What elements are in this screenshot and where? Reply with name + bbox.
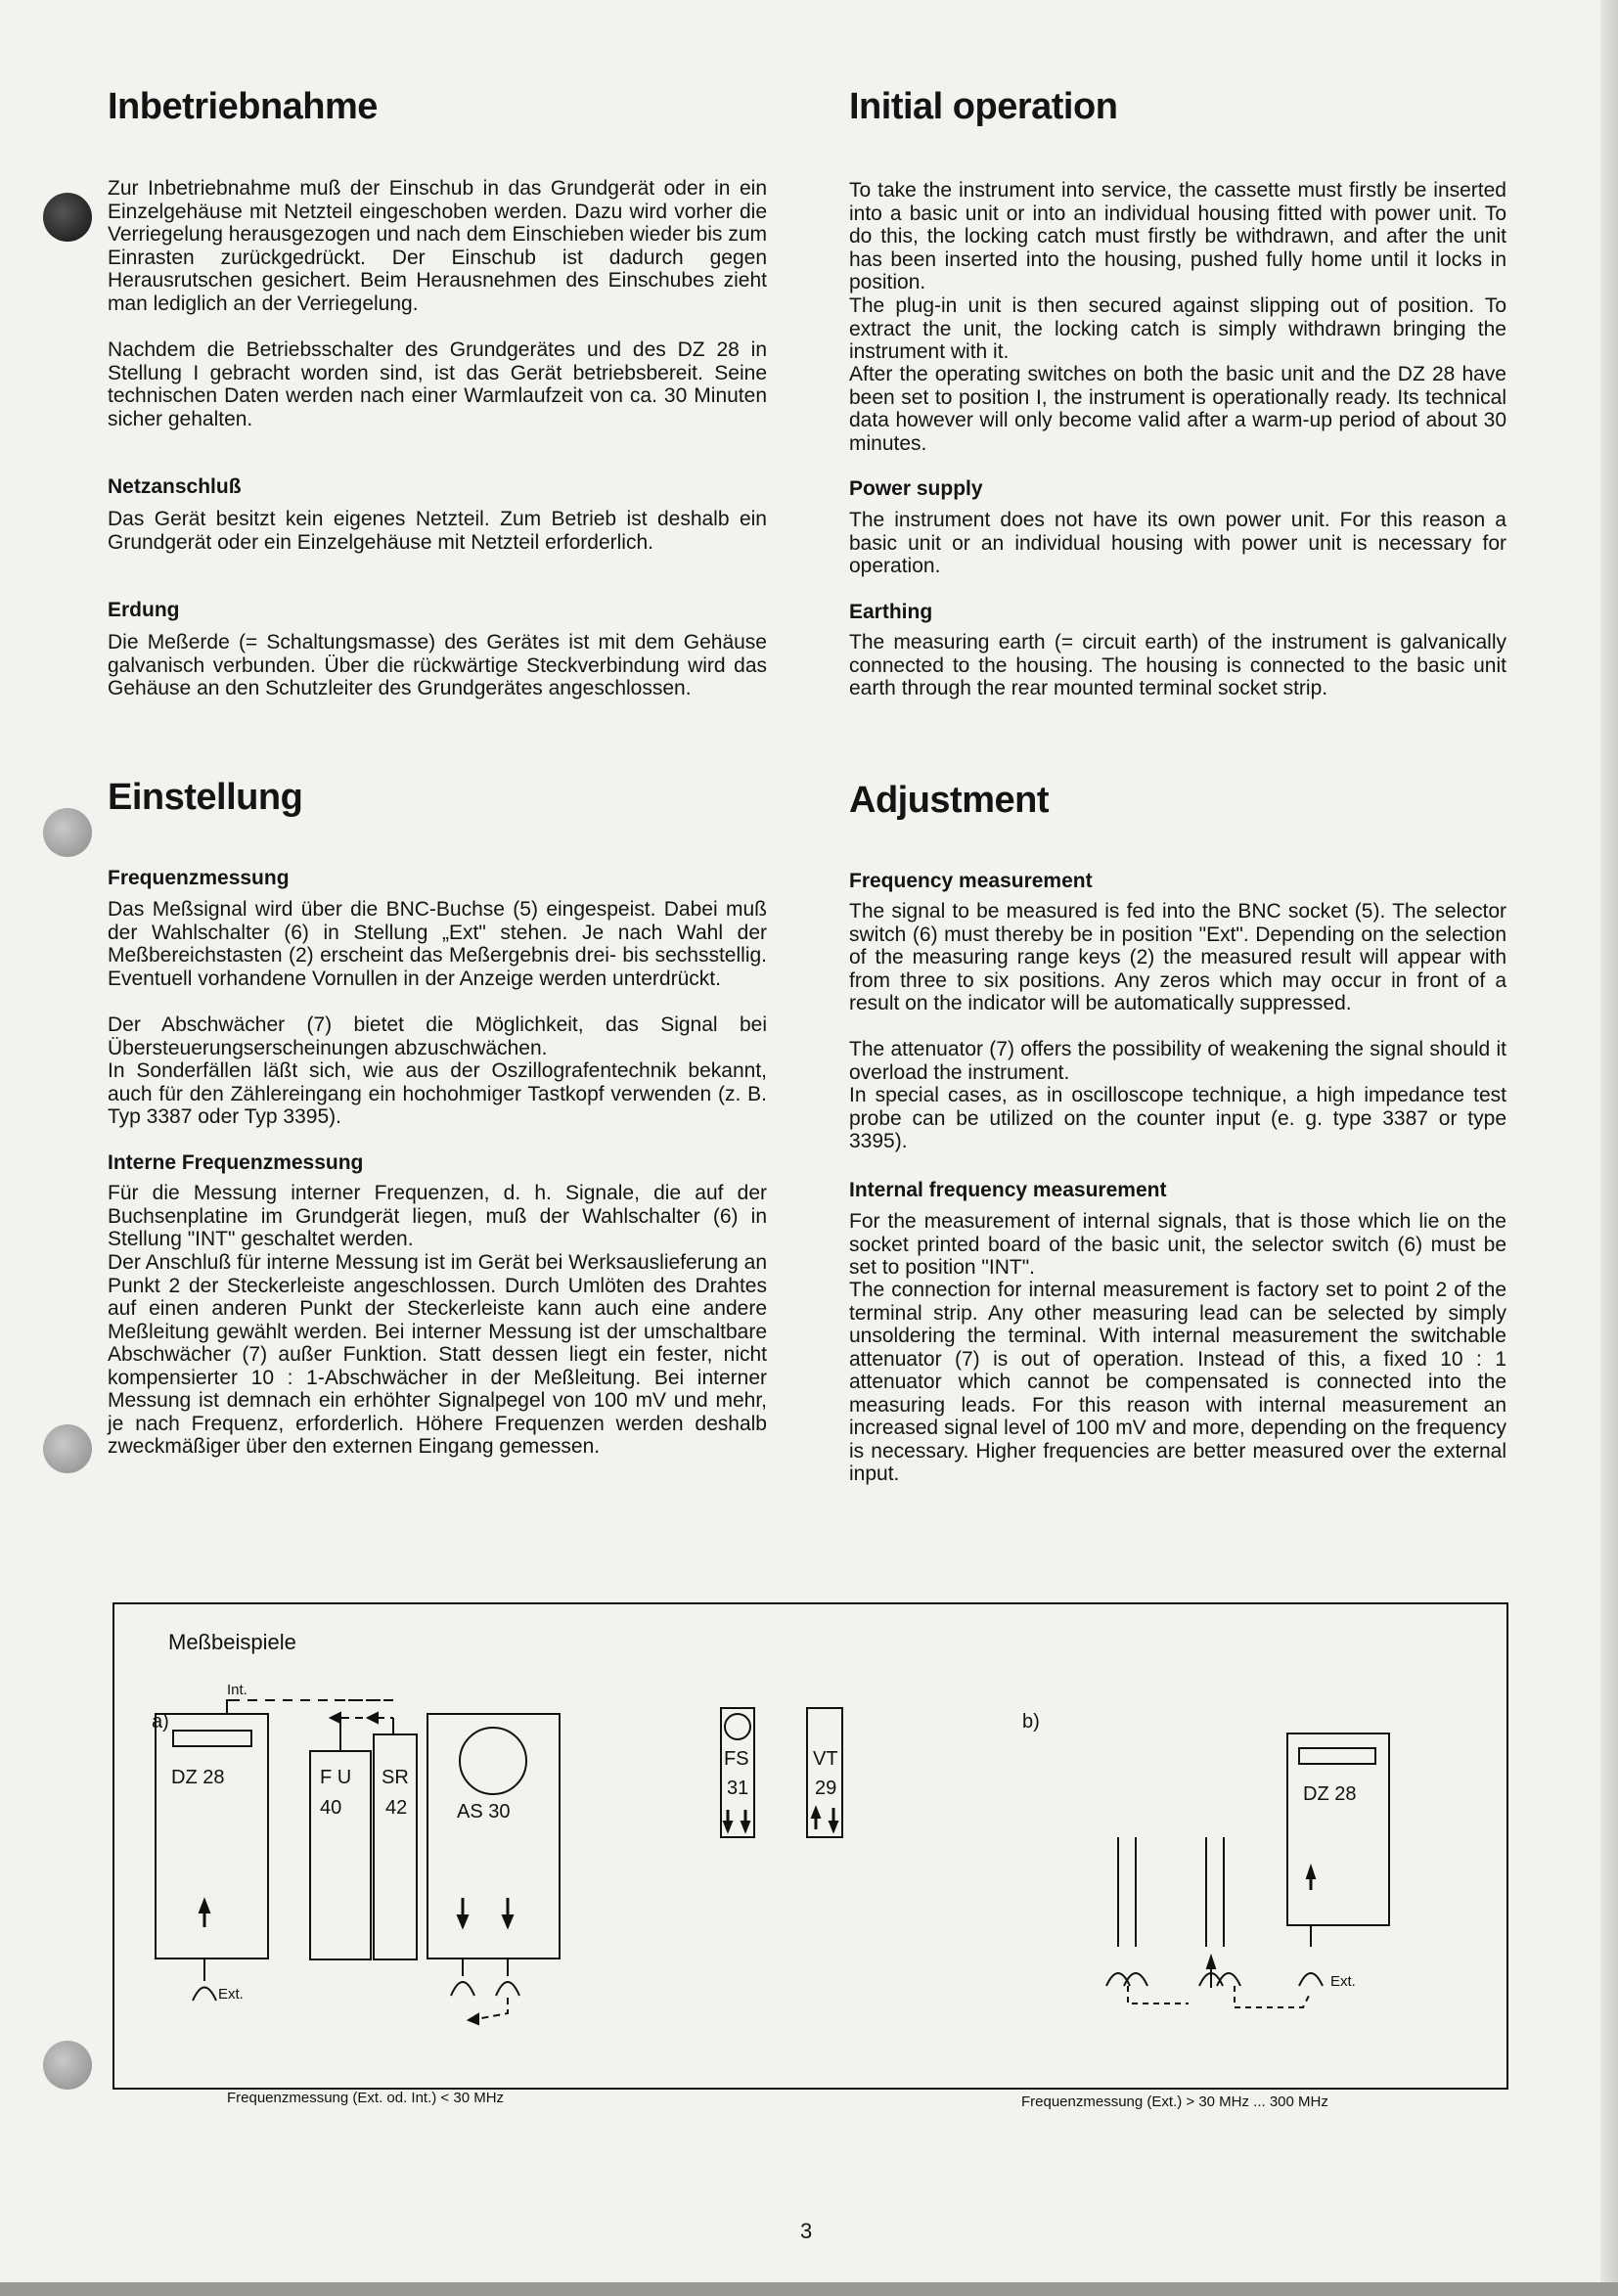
paragraph-int: Für die Messung interner Frequenzen, d. h. Signale, die auf der Buchsenplatine im Grundgerät liegen, muß der Wahlschalter (6) in Stellung "INT" geschaltet werden. xyxy=(108,1182,767,1250)
page-number: 3 xyxy=(800,2219,813,2243)
heading-earthing: Earthing xyxy=(849,601,933,623)
fs31-label-2: 31 xyxy=(727,1778,749,1799)
fu40-label-2: 40 xyxy=(320,1797,342,1819)
heading-frequency-measurement: Frequency measurement xyxy=(849,870,1093,892)
heading-interne-frequenzmessung: Interne Frequenzmessung xyxy=(108,1151,364,1174)
paragraph-int-2: Der Anschluß für interne Messung ist im Gerät bei Werksauslieferung an Punkt 2 der Steckerleiste angeschlossen. Durch Umlöten des Drahtes auf einen anderen Punkt der Steckerleiste kann auch eine andere Meßleitung gewählt werden. Bei interner Messung ist der umschaltbare Abschwächer (7) außer Funktion. Statt dessen liegt ein fester, nicht kompensierter 10 : 1-Abschwächer in der Meßleitung. Bei interner Messung ist demnach ein erhöhter Signalpegel von 100 mV und mehr, je nach Frequenz, erforderlich. Höhere Frequenzen werden deshalb zweckmäßiger über den externen Eingang gemessen. xyxy=(108,1251,767,1458)
vt29-label-2: 29 xyxy=(815,1778,837,1799)
paragraph-freq: Das Meßsignal wird über die BNC-Buchse (5) eingespeist. Dabei muß der Wahlschalter (6) in Stellung „Ext" stehen. Je nach Wahl der Meßbereichstasten (2) erscheint das Meßergebnis drei- bis sechsstellig. Eventuell vorhandene Vornullen in der Anzeige werden unterdrückt. xyxy=(108,898,767,990)
paragraph-startup-2: The plug-in unit is then secured against slipping out of position. To extract the unit, the locking catch is simply withdrawn bringing the instrument with it. xyxy=(849,294,1506,363)
sr42-label-2: 42 xyxy=(385,1797,408,1819)
heading-power-supply: Power supply xyxy=(849,477,983,500)
paragraph-earth: Die Meßerde (= Schaltungsmasse) des Gerätes ist mit dem Gehäuse galvanisch verbunden. Über die rückwärtige Steckverbindung wird das Gehäuse an den Schutzleiter des Grundgerätes angeschlossen. xyxy=(108,631,767,699)
dz28-b-label: DZ 28 xyxy=(1303,1783,1357,1805)
examples-title: Meßbeispiele xyxy=(168,1630,296,1654)
int-label: Int. xyxy=(227,1682,247,1698)
paragraph-startup: To take the instrument into service, the cassette must firstly be inserted into a basic unit or into an individual housing fitted with power unit. To do this, the locking catch must firstly be withdrawn, and after the unit has been inserted into the housing, pushed fully home until it locks in position. xyxy=(849,179,1506,293)
fu40-label-1: F U xyxy=(320,1767,352,1788)
up-arrow-icon xyxy=(1207,1957,1215,1968)
paragraph-freq: The signal to be measured is fed into the BNC socket (5). The selector switch (6) must thereby be in position "Ext". Depending on the selection of the measuring range keys (2) the measured result will appear with from three to six positions. Any zeros which may occur in front of a result on the indicator will be automatically suppressed. xyxy=(849,900,1506,1014)
ext-label-b: Ext. xyxy=(1330,1973,1356,1990)
paragraph-freq-2: Der Abschwächer (7) bietet die Möglichkeit, das Signal bei Übersteuerungserscheinungen abzuschwächen. xyxy=(108,1013,767,1059)
heading-internal-frequency-measurement: Internal frequency measurement xyxy=(849,1179,1167,1201)
bnc-probe-icon xyxy=(1217,1973,1240,1986)
as30-label: AS 30 xyxy=(457,1801,511,1823)
paragraph-int: For the measurement of internal signals, that is those which lie on the socket printed board of the basic unit, the selector switch (6) must be set to position "INT". xyxy=(849,1210,1506,1279)
bnc-probe-icon xyxy=(1299,1973,1323,1986)
heading-netzanschluss: Netzanschluß xyxy=(108,475,242,498)
ext-label-a: Ext. xyxy=(218,1986,244,2003)
label-b: b) xyxy=(1022,1711,1040,1733)
heading-einstellung: Einstellung xyxy=(108,777,303,818)
heading-frequenzmessung: Frequenzmessung xyxy=(108,867,290,889)
paragraph-startup: Zur Inbetriebnahme muß der Einschub in das Grundgerät oder in ein Einzelgehäuse mit Netzteil eingeschoben werden. Dazu wird vorher die Verriegelung herausgezogen und nach dem Einschieben wieder bis zum Einrasten zurückgedrückt. Der Einschub ist dadurch gegen Herausrutschen gesichert. Beim Herausnehmen des Einschubes zieht man lediglich an der Verriegelung. xyxy=(108,177,767,315)
caption-a: Frequenzmessung (Ext. od. Int.) < 30 MHz xyxy=(227,2090,505,2106)
caption-b: Frequenzmessung (Ext.) > 30 MHz ... 300 MHz xyxy=(1021,2093,1328,2110)
heading-adjustment: Adjustment xyxy=(849,780,1049,821)
paragraph-power: Das Gerät besitzt kein eigenes Netzteil. Zum Betrieb ist deshalb ein Grundgerät oder ein Einzelgehäuse mit Netzteil erforderlich. xyxy=(108,508,767,554)
paragraph-int-2: The connection for internal measurement is factory set to point 2 of the terminal strip. Any other measuring lead can be selected by simply unsoldering the terminal. With internal measurement the switchable attenuator (7) is out of operation. Instead of this, a fixed 10 : 1 attenuator which cannot be compensated is connected into the measuring leads. For this reason with internal measurement an increased signal level of 100 mV and more, depending on the frequency is necessary. Higher frequencies are better measured over the external input. xyxy=(849,1279,1506,1485)
device-dz28-b xyxy=(1287,1733,1389,1925)
heading-inbetriebnahme: Inbetriebnahme xyxy=(108,86,378,127)
paragraph-earth: The measuring earth (= circuit earth) of the instrument is galvanically connected to the housing. The housing is connected to the basic unit earth through the rear mounted terminal socket strip. xyxy=(849,631,1506,699)
paragraph-freq-3: In special cases, as in oscilloscope technique, a high impedance test probe can be utilized on the counter input (e. g. type 3387 or type 3395). xyxy=(849,1084,1506,1152)
paragraph-startup-2: Nachdem die Betriebsschalter des Grundgerätes und des DZ 28 in Stellung I gebracht worden sind, ist das Gerät betriebsbereit. Seine technischen Daten werden nach einer Warmlaufzeit von ca. 30 Minuten sicher gehalten. xyxy=(108,338,767,430)
paragraph-power: The instrument does not have its own power unit. For this reason a basic unit or an individual housing with power unit is necessary for operation. xyxy=(849,509,1506,577)
bnc-probe-icon xyxy=(1124,1973,1147,1986)
paragraph-freq-2: The attenuator (7) offers the possibility of weakening the signal should it overload the instrument. xyxy=(849,1038,1506,1084)
heading-initial-operation: Initial operation xyxy=(849,86,1118,127)
heading-erdung: Erdung xyxy=(108,599,180,621)
vt29-label-1: VT xyxy=(813,1748,838,1770)
dz28-label: DZ 28 xyxy=(171,1767,225,1788)
fs31-label-1: FS xyxy=(724,1748,749,1770)
display-window xyxy=(1299,1748,1375,1764)
paragraph-freq-3: In Sonderfällen läßt sich, wie aus der Oszillografentechnik bekannt, auch für den Zählereingang ein hochohmiger Tastkopf verwenden (z. B. Typ 3387 oder Typ 3395). xyxy=(108,1059,767,1128)
sr42-label-1: SR xyxy=(382,1767,409,1788)
label-a: a) xyxy=(152,1711,169,1733)
paragraph-startup-3: After the operating switches on both the basic unit and the DZ 28 have been set to position I, the instrument is operationally ready. Its technical data however will only become valid after a warm-up period of about 30 minutes. xyxy=(849,363,1506,455)
